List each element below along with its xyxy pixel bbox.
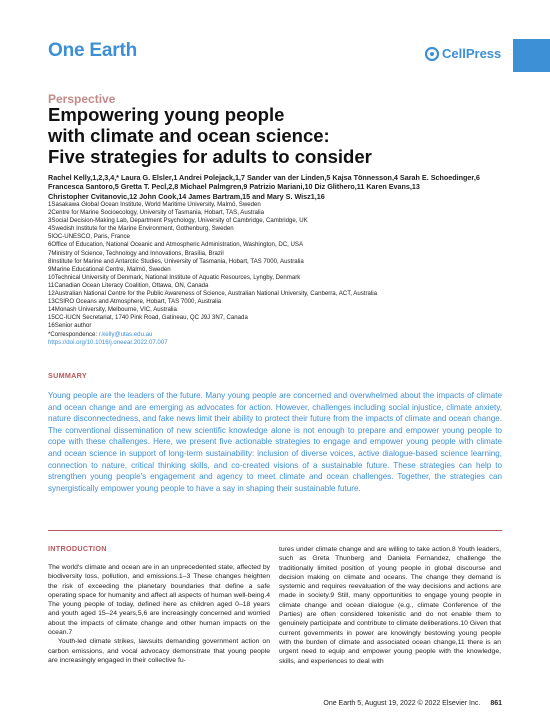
affiliation: 10Technical University of Denmark, National Institute of Aquatic Resources, Lyngby, Denmark [48, 273, 301, 281]
affiliation: 15CC-IUCN Secretariat, 1740 Pink Road, Gatineau, QC J9J 3N7, Canada [48, 314, 248, 322]
affiliation: 11Canadian Ocean Literacy Coalition, Ottawa, ON, Canada [48, 281, 209, 289]
body-column-right [279, 545, 501, 666]
authors-line: Rachel Kelly,1,2,3,4,* Laura G. Elsler,1 Andrei Polejack,1,7 Sander van der Linden,5 Kajsa Tönnesson,4 Sarah E. Schoedinger,6 [48, 173, 480, 182]
article-title [48, 104, 488, 167]
journal-name: One Earth [48, 40, 137, 61]
summary-text: Young people are the leaders of the future. Many young people are concerned and overwhelmed about the impacts of climate and ocean change and are emerging as advocates for action. However, challenges including social injustice, climate anxiety, nature disconnectedness, and fake news limit their ability to protect their future from the impacts of climate and ocean change. The conventional dissemination of new scientific knowledge alone is not enough to prepare and empower young people to cope with these challenges. Here, we present five actionable strategies to engage and empower young people with climate and ocean science in support of long-term sustainability: inclusion of diverse voices, active dialogue-based science learning, connection to nature, critical thinking skills, and co-created visions of a sustainable future. These strategies can help to strengthen young people's engagement and agency to meet climate and ocean challenges. Together, the strategies can synergistically empower young people to have a say in shaping their sustainable future. [48, 391, 502, 493]
affiliation: 4Swedish Institute for the Marine Environment, Gothenburg, Sweden [48, 225, 234, 233]
affiliations [48, 201, 518, 347]
affiliation: 13CSIRO Oceans and Atmosphere, Hobart, TAS 7000, Australia [48, 298, 222, 306]
section-divider [48, 530, 502, 531]
affiliation: 6Office of Education, National Oceanic and Atmospheric Administration, Washington, DC, USA [48, 241, 304, 249]
affiliation: 12Australian National Centre for the Public Awareness of Science, Australian National University, Canberra, ACT, Australia [48, 290, 378, 298]
affiliation: 8Institute for Marine and Antarctic Studies, University of Tasmania, Hobart, TAS 7000, Australia [48, 257, 304, 265]
affiliation: 16Senior author [48, 322, 92, 330]
author-list [48, 173, 518, 201]
affiliation: 1Sasakawa Global Ocean Institute, World Maritime University, Malmö, Sweden [48, 201, 261, 208]
page-number: 861 [490, 700, 502, 707]
affiliation: 7Ministry of Science, Technology and Innovations, Brasília, Brazil [48, 249, 224, 257]
body-column-left [48, 563, 270, 665]
footer-citation: One Earth 5, August 19, 2022 © 2022 Elsevier Inc. [323, 700, 481, 707]
affiliation: 3Social Decision-Making Lab, Department Psychology, University of Cambridge, Cambridge, UK [48, 217, 308, 225]
summary-heading: SUMMARY [48, 371, 87, 380]
authors-line: Christopher Cvitanovic,12 John Cook,14 James Bartram,15 and Mary S. Wisz1,16 [48, 191, 325, 201]
correspondence-email-link[interactable]: r.kelly@utas.edu.au [98, 330, 153, 338]
publisher-logo [425, 46, 501, 61]
journal-color-tab [513, 39, 550, 72]
correspondence [48, 331, 518, 339]
doi-link[interactable]: https://doi.org/10.1016/j.oneear.2022.07.007 [48, 338, 168, 346]
affiliation: 14Monash University, Melbourne, VIC, Australia [48, 306, 177, 314]
cellpress-icon [425, 47, 439, 61]
authors-line: Francesca Santoro,5 Gretta T. Pecl,2,8 Michael Palmgren,9 Patrizio Mariani,10 Diz Glithero,11 Karen Evans,13 [48, 182, 420, 192]
affiliation: 2Centre for Marine Socioecology, University of Tasmania, Hobart, TAS, Australia [48, 209, 264, 217]
paragraph: tures under climate change and are willing to take action.8 Youth leaders, such as Greta Thunberg and Daniela Fernandez, challenge the traditionally limited position of young people in global discourse and decision making on climate and oceans. The change they demand is systemic and requires reevaluation of the way decisions and actions are made in society.9 Still, many opportunities to engage young people in climate change and ocean dialogue (e.g., climate Conference of the Parties) are often considered tokenistic and do not enable them to genuinely participate and contribute to climate deliberations.10 Given that current governments in power are knowingly bestowing young people with the burden of climate and associated ocean change,11 there is an urgent need to equip and empower young people with the knowledge, skills, and experiences to deal with [279, 546, 501, 665]
title-line: Five strategies for adults to consider [48, 146, 372, 167]
title-line: Empowering young people [48, 104, 285, 125]
correspondence-label: *Correspondence: [48, 330, 99, 338]
title-line: with climate and ocean science: [48, 125, 330, 146]
introduction-heading: INTRODUCTION [48, 544, 107, 553]
article-type: Perspective [48, 92, 116, 106]
publisher-name: CellPress [442, 46, 502, 61]
paragraph: The world's climate and ocean are in an unprecedented state, affected by biodiversity loss, pollution, and emissions.1–3 These changes heighten the risk of exceeding the planetary boundaries that define a safe operating space for humanity and affect all aspects of human well-being.4 The young people of today, defined here as children aged 0–18 years and youth aged 15–24 years,5,6 are increasingly concerned and worried about the impacts of climate change and other human impacts on the ocean.7 [48, 564, 270, 637]
paragraph: Youth-led climate strikes, lawsuits demanding government action on carbon emissions, and vocal advocacy demonstrate that young people are increasingly engaged in their collective fu- [48, 638, 270, 664]
page-footer [323, 700, 502, 707]
affiliation: 5IOC-UNESCO, Paris, France [48, 233, 130, 241]
affiliation: 9Marine Educational Centre, Malmö, Sweden [48, 265, 171, 273]
